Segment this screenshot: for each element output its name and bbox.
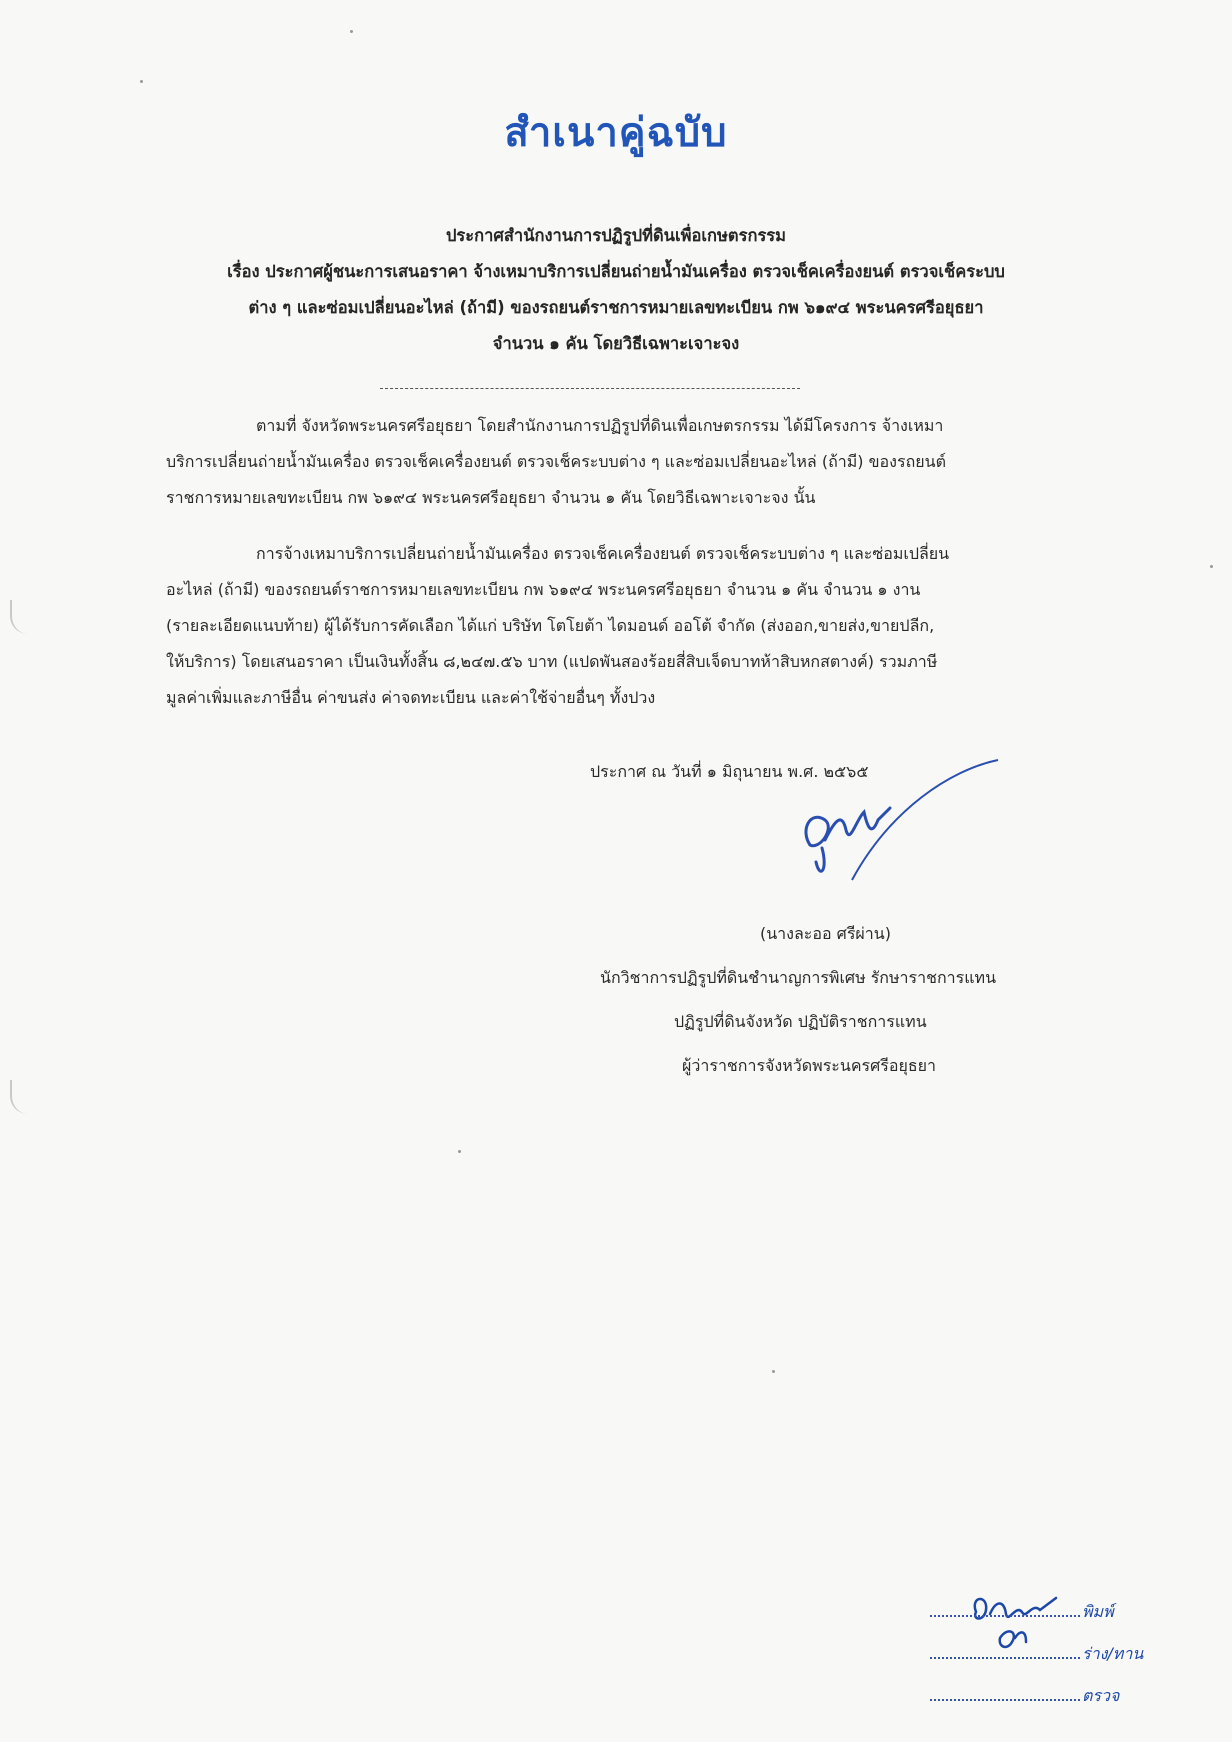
paragraph-line: (รายละเอียดแนบท้าย) ผู้ได้รับการคัดเลือก ได้แก่ บริษัท โตโยต้า ไดมอนด์ ออโต้ จำกัด (ส่งออก,ขายส่ง,ขายปลีก, — [166, 616, 935, 635]
paragraph-line: อะไหล่ (ถ้ามี) ของรถยนต์ราชการหมายเลขทะเบียน กพ ๖๑๙๔ พระนครศรีอยุธยา จำนวน ๑ คัน จำนวน ๑ งาน — [166, 580, 921, 599]
paragraph-line: บริการเปลี่ยนถ่ายน้ำมันเครื่อง ตรวจเช็คเครื่องยนต์ ตรวจเช็คระบบต่าง ๆ และซ่อมเปลี่ยนอะไหล่ (ถ้ามี) ของรถยนต์ — [166, 452, 946, 471]
body-paragraph-1 — [166, 408, 1018, 516]
dotted-line — [930, 1615, 1080, 1617]
scan-speck — [350, 30, 353, 33]
note-row-checked — [930, 1684, 1180, 1726]
header-line-3: ต่าง ๆ และซ่อมเปลี่ยนอะไหล่ (ถ้ามี) ของรถยนต์ราชการหมายเลขทะเบียน กพ ๖๑๙๔ พระนครศรีอยุธยา — [248, 298, 984, 317]
note-row-typed — [930, 1600, 1180, 1642]
note-label-drafted: ร่าง/ทาน — [1082, 1644, 1144, 1663]
scan-speck — [772, 1370, 775, 1373]
punch-hole-mark — [10, 600, 38, 634]
note-label-typed: พิมพ์ — [1082, 1602, 1114, 1621]
dotted-line — [930, 1657, 1080, 1659]
signatory-name: (นางละออ ศรีผ่าน) — [760, 924, 891, 943]
header-line-4: จำนวน ๑ คัน โดยวิธีเฉพาะเจาะจง — [492, 334, 740, 353]
scan-speck — [1210, 565, 1213, 568]
header-line-2: เรื่อง ประกาศผู้ชนะการเสนอราคา จ้างเหมาบริการเปลี่ยนถ่ายน้ำมันเครื่อง ตรวจเช็คเครื่องยนต์ ตรวจเช็คระบบ — [227, 262, 1005, 281]
office-routing-note — [930, 1600, 1180, 1726]
signatory-block — [600, 912, 1070, 1088]
handwritten-signature — [780, 750, 1020, 900]
signatory-position-1: นักวิชาการปฏิรูปที่ดินชำนาญการพิเศษ รักษาราชการแทน — [600, 968, 997, 987]
scan-speck — [140, 80, 143, 83]
paragraph-line: ตามที่ จังหวัดพระนครศรีอยุธยา โดยสำนักงานการปฏิรูปที่ดินเพื่อเกษตรกรรม ได้มีโครงการ จ้างเหมา — [256, 416, 944, 435]
note-label-checked: ตรวจ — [1082, 1686, 1120, 1705]
scan-speck — [458, 1150, 461, 1153]
announcement-header — [150, 218, 1082, 362]
paragraph-line: การจ้างเหมาบริการเปลี่ยนถ่ายน้ำมันเครื่อง ตรวจเช็คเครื่องยนต์ ตรวจเช็คระบบต่าง ๆ และซ่อมเปลี่ยน — [256, 544, 950, 563]
punch-hole-mark — [10, 1080, 38, 1114]
paragraph-line: ให้บริการ) โดยเสนอราคา เป็นเงินทั้งสิ้น ๘,๒๔๗.๕๖ บาท (แปดพันสองร้อยสี่สิบเจ็ดบาทห้าสิบหกสตางค์) รวมภาษี — [166, 652, 938, 671]
copy-stamp: สำเนาคู่ฉบับ — [504, 110, 728, 156]
header-divider — [380, 388, 800, 389]
header-line-1: ประกาศสำนักงานการปฏิรูปที่ดินเพื่อเกษตรกรรม — [445, 226, 787, 245]
signatory-position-2: ปฏิรูปที่ดินจังหวัด ปฏิบัติราชการแทน — [674, 1012, 927, 1031]
note-row-drafted — [930, 1642, 1180, 1684]
announcement-date: ประกาศ ณ วันที่ ๑ มิถุนายน พ.ศ. ๒๕๖๕ — [590, 762, 869, 781]
dotted-line — [930, 1699, 1080, 1701]
body-paragraph-2 — [166, 536, 1018, 716]
signatory-position-3: ผู้ว่าราชการจังหวัดพระนครศรีอยุธยา — [682, 1056, 936, 1075]
paragraph-line: ราชการหมายเลขทะเบียน กพ ๖๑๙๔ พระนครศรีอยุธยา จำนวน ๑ คัน โดยวิธีเฉพาะเจาะจง นั้น — [166, 488, 816, 507]
paragraph-line: มูลค่าเพิ่มและภาษีอื่น ค่าขนส่ง ค่าจดทะเบียน และค่าใช้จ่ายอื่นๆ ทั้งปวง — [166, 688, 656, 707]
